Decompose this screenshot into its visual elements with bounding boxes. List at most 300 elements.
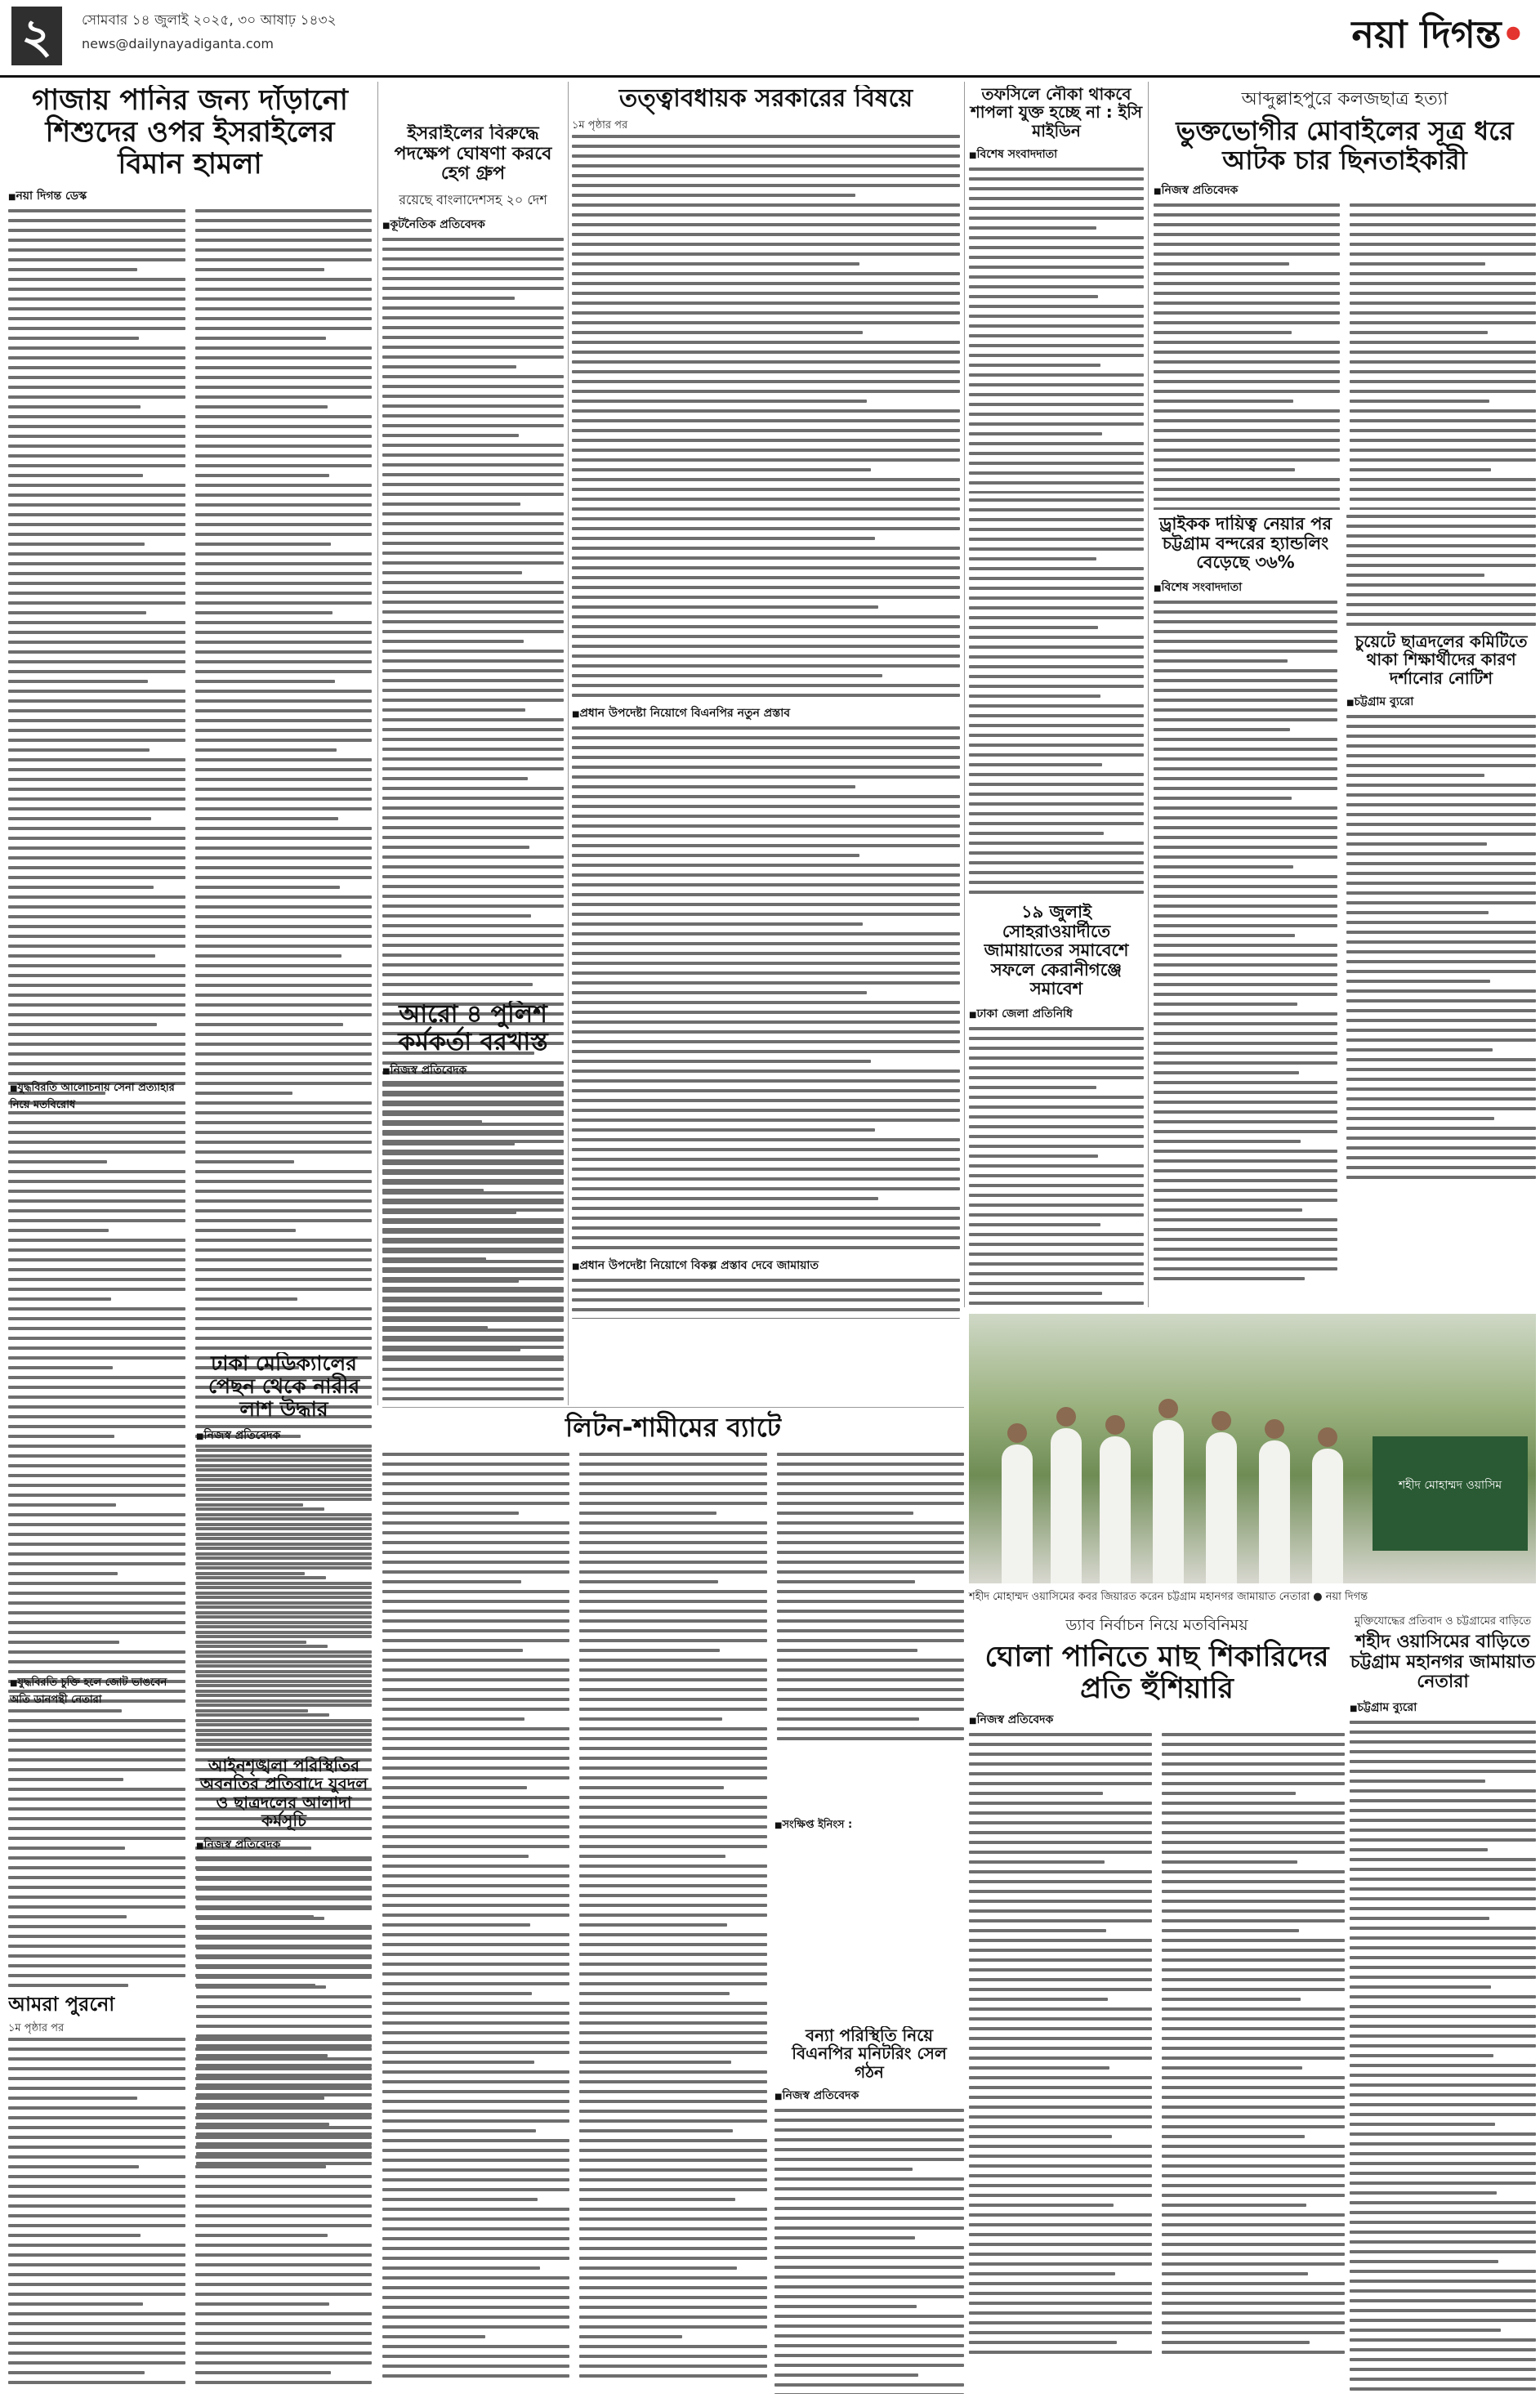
text-line bbox=[195, 690, 373, 693]
text-line bbox=[382, 2031, 569, 2034]
text-line bbox=[579, 1590, 766, 1593]
text-line bbox=[572, 145, 960, 148]
text-line bbox=[969, 393, 1144, 396]
text-line bbox=[572, 233, 960, 236]
text-line bbox=[969, 1223, 1100, 1226]
text-line bbox=[969, 266, 1144, 269]
text-line bbox=[1350, 468, 1491, 471]
body-column bbox=[1162, 1733, 1345, 2360]
text-line bbox=[1154, 468, 1295, 471]
text-line bbox=[969, 1851, 1152, 1854]
byline: ■ নিজস্ব প্রতিবেদক bbox=[382, 1061, 564, 1080]
text-line bbox=[195, 748, 337, 752]
text-line bbox=[8, 895, 185, 899]
text-line bbox=[579, 2355, 766, 2358]
text-line bbox=[195, 415, 373, 418]
text-line bbox=[774, 2128, 964, 2132]
text-line bbox=[579, 1992, 729, 1995]
text-line bbox=[1154, 640, 1337, 643]
text-line bbox=[196, 1507, 324, 1511]
text-line bbox=[8, 1209, 185, 1212]
text-line bbox=[1154, 262, 1289, 266]
text-line bbox=[572, 370, 960, 373]
text-line bbox=[1162, 1753, 1345, 1756]
text-line bbox=[8, 670, 185, 673]
text-line bbox=[382, 287, 564, 290]
text-line bbox=[1350, 1936, 1536, 1940]
text-line bbox=[195, 1258, 373, 1262]
text-line bbox=[969, 334, 1144, 337]
text-line bbox=[572, 537, 875, 540]
text-line bbox=[8, 2263, 185, 2266]
text-line bbox=[969, 675, 1144, 678]
text-line bbox=[382, 434, 519, 437]
article-body bbox=[1154, 601, 1337, 1280]
text-line bbox=[774, 2217, 964, 2220]
text-line bbox=[969, 1958, 1152, 1962]
text-line bbox=[777, 1472, 964, 1476]
text-line bbox=[195, 503, 373, 507]
text-line bbox=[572, 478, 960, 481]
text-line bbox=[969, 2184, 1152, 2187]
text-line bbox=[8, 641, 185, 644]
text-line bbox=[1346, 911, 1489, 914]
text-line bbox=[8, 513, 185, 516]
text-line bbox=[8, 2273, 185, 2276]
text-line bbox=[195, 709, 373, 712]
text-line bbox=[195, 513, 373, 516]
text-line bbox=[1350, 2025, 1536, 2028]
text-line bbox=[8, 425, 185, 428]
text-line bbox=[8, 484, 185, 487]
body-column bbox=[1350, 203, 1536, 510]
text-line bbox=[1346, 1048, 1493, 1052]
text-line bbox=[8, 268, 137, 271]
text-line bbox=[1154, 380, 1340, 383]
text-line bbox=[1154, 934, 1295, 937]
text-line bbox=[8, 1160, 107, 1163]
text-line bbox=[572, 991, 867, 994]
text-line bbox=[8, 1807, 185, 1811]
email-address[interactable]: news@dailynayadiganta.com bbox=[82, 36, 274, 51]
text-line bbox=[382, 1933, 569, 1936]
text-line bbox=[195, 1190, 373, 1193]
text-line bbox=[8, 1513, 185, 1516]
text-line bbox=[8, 994, 185, 997]
text-line bbox=[1346, 940, 1536, 944]
text-line bbox=[579, 1688, 766, 1691]
text-line bbox=[1350, 2221, 1536, 2224]
text-line bbox=[8, 876, 185, 879]
text-line bbox=[195, 650, 373, 654]
text-line bbox=[572, 1030, 960, 1034]
text-line bbox=[8, 592, 185, 595]
text-line bbox=[382, 463, 564, 467]
text-line bbox=[969, 2311, 1152, 2315]
text-line bbox=[8, 2244, 185, 2247]
text-line bbox=[1154, 1238, 1337, 1241]
text-line bbox=[572, 1109, 960, 1112]
text-line bbox=[579, 2188, 766, 2191]
text-line bbox=[382, 1825, 569, 1829]
text-line bbox=[1154, 1248, 1337, 1251]
text-line bbox=[382, 1123, 564, 1126]
text-line bbox=[579, 2178, 766, 2181]
text-line bbox=[382, 1923, 530, 1927]
text-line bbox=[969, 1184, 1144, 1187]
text-line bbox=[382, 1240, 564, 1244]
article-body bbox=[1346, 515, 1536, 626]
text-line bbox=[572, 1020, 960, 1024]
text-line bbox=[195, 1141, 373, 1144]
text-line bbox=[8, 356, 185, 359]
text-line bbox=[1346, 564, 1536, 567]
text-line bbox=[8, 346, 185, 350]
text-line bbox=[1346, 891, 1536, 895]
text-line bbox=[969, 1253, 1144, 1256]
text-line bbox=[1154, 601, 1337, 604]
text-line bbox=[579, 2002, 766, 2005]
text-line bbox=[969, 1076, 1144, 1079]
text-line bbox=[195, 2038, 373, 2041]
text-line bbox=[196, 1654, 372, 1658]
text-line bbox=[382, 944, 564, 947]
text-line bbox=[1162, 1821, 1345, 1824]
text-line bbox=[382, 620, 564, 623]
subhead: ■ প্রধান উপদেষ্টা নিয়োগে বিকল্প প্রস্তাব দেবে জামায়াত bbox=[572, 1256, 960, 1275]
text-line bbox=[8, 2097, 137, 2100]
byline: ■ চট্টগ্রাম ব্যুরো bbox=[1346, 692, 1536, 712]
text-line bbox=[8, 1768, 185, 1771]
text-line bbox=[579, 2227, 766, 2231]
article-jamaat-rally bbox=[969, 903, 1144, 1307]
text-line bbox=[572, 272, 960, 275]
text-line bbox=[774, 2305, 917, 2308]
text-line bbox=[969, 2115, 1152, 2119]
text-line bbox=[572, 164, 960, 167]
text-line bbox=[382, 2247, 569, 2250]
text-line bbox=[8, 1670, 185, 1673]
byline: ■ নিজস্ব প্রতিবেদক bbox=[774, 2086, 964, 2106]
body-column bbox=[579, 1453, 766, 2384]
text-line bbox=[1154, 360, 1340, 364]
text-line bbox=[382, 963, 564, 967]
text-line bbox=[8, 1876, 185, 1879]
text-line bbox=[579, 1864, 766, 1868]
text-line bbox=[382, 1103, 564, 1106]
text-line bbox=[579, 1874, 766, 1878]
text-line bbox=[382, 1492, 569, 1495]
text-line bbox=[1162, 2007, 1345, 2011]
text-line bbox=[969, 508, 1144, 511]
text-line bbox=[382, 610, 564, 614]
byline: ■ ঢাকা জেলা প্রতিনিধি bbox=[969, 1004, 1144, 1024]
byline: ■ নিজস্ব প্রতিবেদক bbox=[196, 1835, 372, 1855]
subhead: ■ প্রধান উপদেষ্টা নিয়োগে বিএনপির নতুন প্রস্তাব bbox=[572, 703, 960, 723]
text-line bbox=[8, 1650, 185, 1654]
text-line bbox=[195, 2116, 373, 2119]
text-line bbox=[8, 1748, 185, 1752]
text-line bbox=[1350, 2309, 1536, 2312]
text-line bbox=[572, 1099, 960, 1102]
text-line bbox=[382, 1698, 569, 1701]
text-line bbox=[195, 435, 373, 438]
article-body bbox=[969, 167, 1144, 493]
text-line bbox=[195, 2234, 328, 2237]
text-line bbox=[382, 2266, 540, 2270]
text-line bbox=[572, 635, 960, 638]
text-line bbox=[774, 2197, 964, 2200]
text-line bbox=[382, 2090, 569, 2093]
text-line bbox=[969, 2027, 1152, 2030]
text-line bbox=[195, 278, 373, 281]
text-line bbox=[572, 1308, 960, 1311]
article-body bbox=[572, 726, 960, 1249]
text-line bbox=[382, 1708, 569, 1711]
text-line bbox=[969, 753, 1144, 757]
text-line bbox=[579, 1678, 766, 1681]
text-line bbox=[774, 2187, 964, 2190]
text-line bbox=[969, 1066, 1144, 1069]
text-line bbox=[8, 464, 185, 467]
text-line bbox=[572, 282, 960, 285]
text-line bbox=[195, 817, 338, 820]
text-line bbox=[1154, 311, 1340, 315]
text-line bbox=[969, 256, 1144, 259]
text-line bbox=[1162, 2047, 1345, 2050]
text-line bbox=[8, 1641, 119, 1644]
text-line bbox=[1154, 924, 1337, 927]
text-line bbox=[572, 1207, 960, 1210]
text-line bbox=[969, 1047, 1144, 1050]
text-line bbox=[1346, 774, 1484, 777]
text-line bbox=[195, 1052, 373, 1056]
text-line bbox=[8, 1592, 185, 1595]
text-line bbox=[382, 787, 564, 790]
text-line bbox=[777, 1600, 964, 1603]
text-line bbox=[572, 1177, 960, 1181]
text-line bbox=[382, 512, 564, 516]
text-line bbox=[1162, 1900, 1345, 1903]
text-line bbox=[572, 962, 960, 965]
text-line bbox=[1154, 1179, 1337, 1182]
text-line bbox=[572, 154, 960, 158]
text-line bbox=[969, 1233, 1144, 1236]
photo-person bbox=[1051, 1428, 1082, 1583]
text-line bbox=[969, 1203, 1144, 1207]
text-line bbox=[382, 2374, 569, 2378]
text-line bbox=[382, 257, 564, 261]
text-line bbox=[969, 606, 1144, 610]
text-line bbox=[1350, 1838, 1536, 1842]
text-line bbox=[196, 1488, 372, 1491]
text-line bbox=[572, 213, 960, 217]
text-line bbox=[1162, 2125, 1345, 2128]
text-line bbox=[572, 449, 960, 452]
text-line bbox=[8, 2155, 185, 2159]
text-line bbox=[1346, 574, 1484, 577]
text-line bbox=[8, 1847, 125, 1850]
text-line bbox=[382, 1531, 569, 1534]
text-line bbox=[579, 2090, 766, 2093]
article-ctg-notice bbox=[1346, 515, 1536, 1299]
text-line bbox=[579, 1747, 766, 1750]
text-line bbox=[8, 1758, 185, 1762]
text-line bbox=[8, 1278, 185, 1281]
text-line bbox=[382, 1289, 564, 1293]
text-line bbox=[572, 1187, 960, 1190]
text-line bbox=[1350, 301, 1536, 305]
text-line bbox=[8, 1523, 185, 1526]
text-line bbox=[1350, 2162, 1536, 2165]
text-line bbox=[1154, 1140, 1301, 1143]
text-line bbox=[195, 1239, 373, 1242]
text-line bbox=[382, 993, 564, 996]
text-line bbox=[969, 462, 1144, 465]
text-line bbox=[8, 1886, 185, 1889]
text-line bbox=[1350, 2103, 1536, 2106]
text-line bbox=[382, 2237, 569, 2240]
text-line bbox=[1346, 1058, 1536, 1061]
text-line bbox=[572, 1288, 960, 1292]
text-line bbox=[579, 2168, 766, 2172]
text-line bbox=[969, 2056, 1152, 2060]
text-line bbox=[1154, 223, 1340, 226]
text-line bbox=[774, 2158, 964, 2161]
text-line bbox=[195, 307, 373, 310]
text-line bbox=[8, 709, 185, 712]
text-line bbox=[777, 1688, 964, 1691]
text-line bbox=[382, 1521, 569, 1525]
headline: ঘোলা পানিতে মাছ শিকারিদের প্রতি হুঁশিয়ারি bbox=[984, 1641, 1329, 1706]
text-line bbox=[777, 1531, 964, 1534]
text-line bbox=[777, 1629, 964, 1632]
text-line bbox=[774, 2354, 964, 2357]
text-line bbox=[8, 837, 185, 840]
text-line bbox=[579, 1502, 766, 1505]
text-line bbox=[382, 1610, 569, 1613]
text-line bbox=[8, 2195, 185, 2198]
text-line bbox=[8, 856, 185, 860]
text-line bbox=[1350, 2387, 1536, 2391]
text-line bbox=[8, 1582, 185, 1585]
text-line bbox=[195, 219, 373, 222]
text-line bbox=[1350, 2231, 1536, 2234]
text-line bbox=[572, 645, 960, 648]
text-line bbox=[579, 1629, 766, 1632]
text-line bbox=[195, 1278, 373, 1281]
text-line bbox=[1350, 1799, 1536, 1802]
text-line bbox=[774, 2207, 964, 2210]
text-line bbox=[382, 2306, 569, 2309]
text-line bbox=[1350, 2250, 1536, 2253]
text-line bbox=[969, 1243, 1144, 1246]
text-line bbox=[969, 1929, 1106, 1932]
text-line bbox=[579, 1825, 766, 1829]
text-line bbox=[382, 277, 564, 280]
text-line bbox=[1162, 2233, 1345, 2236]
text-line bbox=[969, 167, 1144, 171]
text-line bbox=[1162, 2145, 1345, 2148]
text-line bbox=[1162, 2292, 1345, 2295]
text-line bbox=[1162, 2302, 1345, 2305]
text-line bbox=[572, 1069, 960, 1073]
text-line bbox=[572, 439, 960, 442]
text-line bbox=[1350, 1829, 1536, 1832]
text-line bbox=[1350, 262, 1485, 266]
text-line bbox=[572, 873, 960, 877]
text-line bbox=[8, 2234, 141, 2237]
text-line bbox=[382, 934, 564, 937]
text-line bbox=[579, 2345, 766, 2348]
body-column bbox=[195, 2038, 373, 2391]
text-line bbox=[382, 1378, 564, 1381]
text-line bbox=[1154, 488, 1340, 491]
text-line bbox=[1154, 203, 1340, 207]
text-line bbox=[1346, 1176, 1536, 1179]
text-line bbox=[8, 1464, 185, 1467]
text-line bbox=[195, 268, 324, 271]
text-line bbox=[382, 375, 564, 378]
text-line bbox=[1350, 2093, 1536, 2097]
text-line bbox=[969, 518, 1144, 521]
text-line bbox=[579, 2129, 733, 2132]
headline: তফসিলে নৌকা থাকবে শাপলা যুক্ত হচ্ছে না : ইসি মাইডিন bbox=[970, 85, 1143, 141]
text-line bbox=[777, 1649, 917, 1652]
text-line bbox=[1162, 2253, 1345, 2256]
text-line bbox=[1346, 623, 1536, 626]
text-line bbox=[1154, 846, 1337, 849]
text-line bbox=[195, 2057, 373, 2061]
text-line bbox=[382, 1132, 564, 1136]
text-line bbox=[969, 1027, 1144, 1030]
text-line bbox=[382, 1482, 569, 1485]
text-line bbox=[382, 2217, 569, 2221]
text-line bbox=[1154, 944, 1337, 947]
text-line bbox=[1350, 400, 1489, 403]
text-line bbox=[8, 229, 185, 232]
text-line bbox=[969, 2253, 1152, 2256]
text-line bbox=[8, 493, 185, 497]
text-line bbox=[1154, 787, 1337, 790]
text-line bbox=[382, 1864, 569, 1868]
text-line bbox=[195, 994, 373, 997]
text-line bbox=[777, 1512, 913, 1515]
text-line bbox=[1346, 1087, 1536, 1091]
text-line bbox=[382, 522, 564, 525]
text-line bbox=[969, 842, 1144, 845]
text-line bbox=[382, 591, 564, 594]
text-line bbox=[8, 366, 185, 369]
text-line bbox=[572, 194, 855, 197]
text-line bbox=[8, 886, 154, 889]
text-line bbox=[579, 1600, 766, 1603]
text-line bbox=[195, 856, 373, 860]
photo-person-head bbox=[1007, 1423, 1027, 1443]
text-line bbox=[382, 1211, 516, 1214]
text-line bbox=[1154, 757, 1337, 761]
text-line bbox=[1154, 1277, 1305, 1280]
text-line bbox=[382, 316, 564, 319]
text-line bbox=[382, 1992, 532, 1995]
text-line bbox=[1350, 2034, 1536, 2038]
text-line bbox=[196, 1966, 372, 1969]
text-line bbox=[8, 954, 155, 958]
text-line bbox=[572, 1060, 871, 1063]
text-line bbox=[195, 1131, 373, 1134]
text-line bbox=[382, 846, 529, 849]
logo-dot-icon: • bbox=[1501, 12, 1525, 56]
